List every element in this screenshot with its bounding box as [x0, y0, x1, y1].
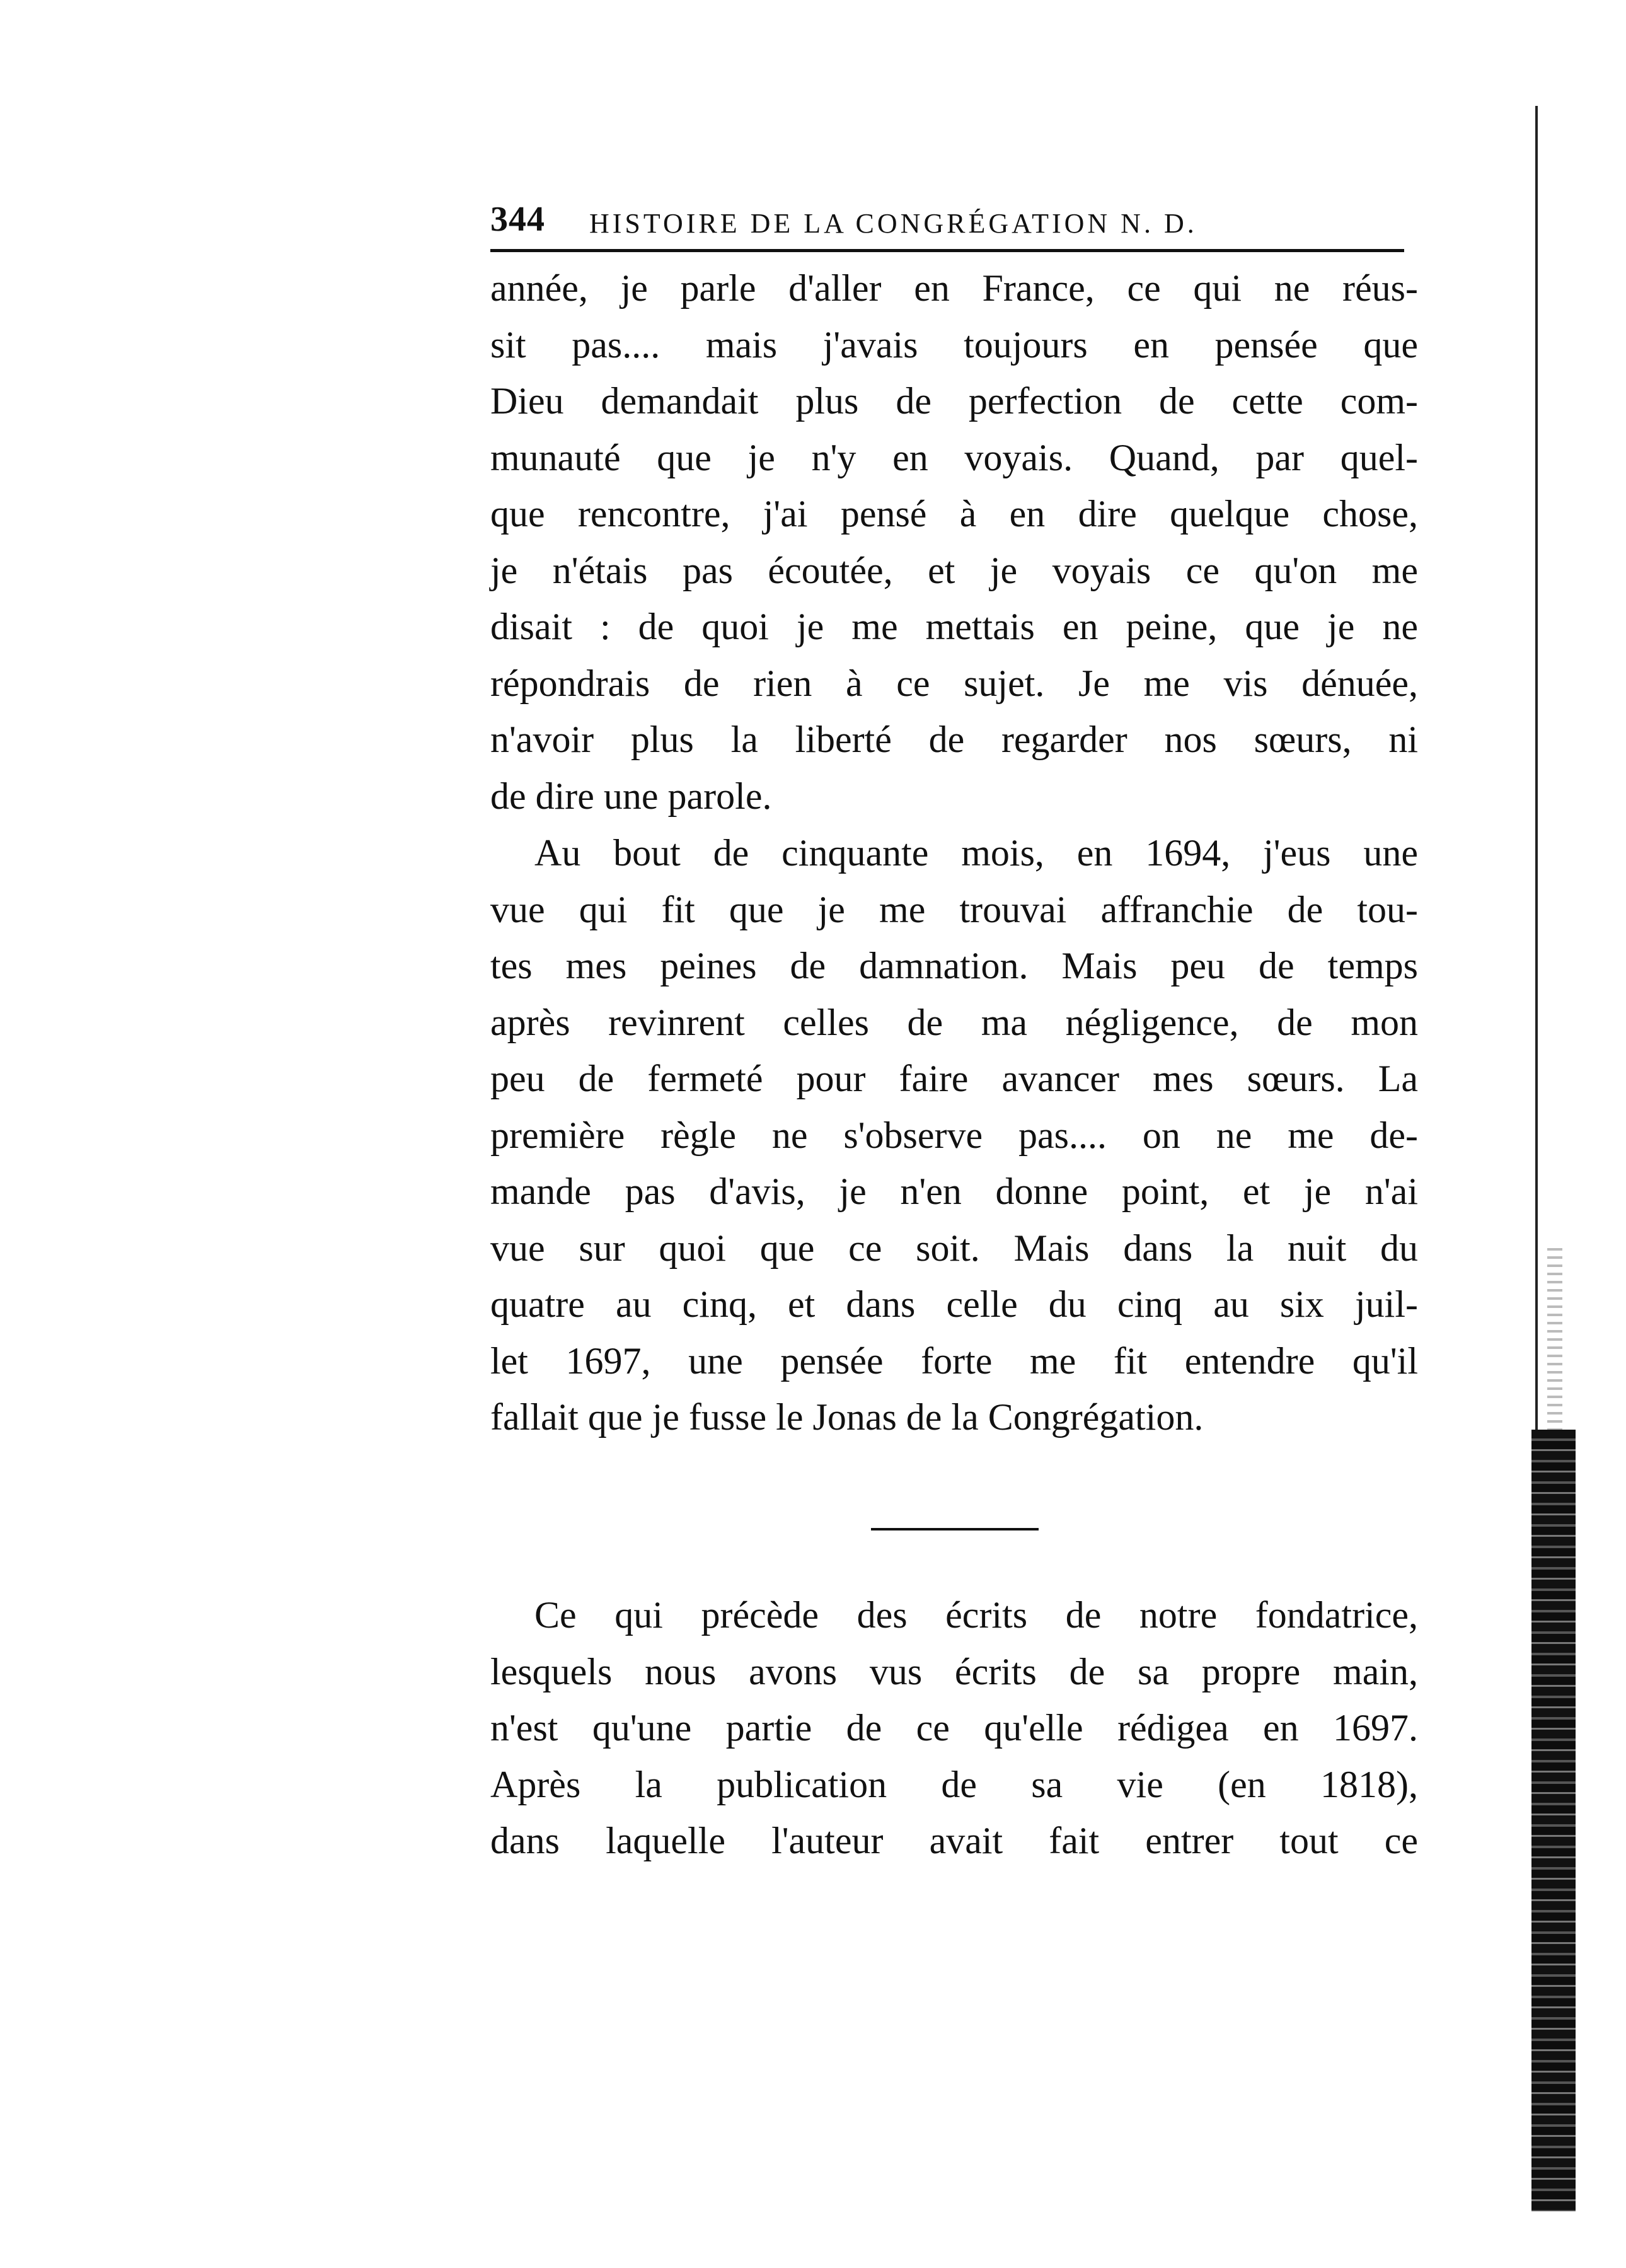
page-edge-shadow — [1531, 1430, 1576, 2211]
text-line: après revinrent celles de ma négligence, de mon — [490, 1001, 1418, 1043]
text-line: fallait que je fusse le Jonas de la Congrégation. — [490, 1396, 1204, 1438]
text-line: n'avoir plus la liberté de regarder nos sœurs, ni — [490, 719, 1418, 760]
page-edge-specks — [1547, 1248, 1562, 1431]
text-line: Au bout de cinquante mois, en 1694, j'eus une — [534, 832, 1418, 874]
text-line: vue sur quoi que ce soit. Mais dans la nuit du — [490, 1227, 1418, 1269]
text-line: dans laquelle l'auteur avait fait entrer tout ce — [490, 1820, 1418, 1861]
text-line: n'est qu'une partie de ce qu'elle rédigea en 1697. — [490, 1707, 1418, 1749]
page-number: 344 — [490, 200, 545, 239]
paragraph-3 — [490, 1587, 1418, 1870]
text-line: de dire une parole. — [490, 775, 772, 817]
text-line: première règle ne s'observe pas.... on ne me de- — [490, 1114, 1418, 1156]
paragraph-1 — [490, 260, 1418, 824]
running-title: HISTOIRE DE LA CONGRÉGATION N. D. — [589, 208, 1197, 239]
text-line: que rencontre, j'ai pensé à en dire quelque chose, — [490, 493, 1418, 535]
text-line: Après la publication de sa vie (en 1818), — [490, 1763, 1418, 1805]
header-rule — [490, 249, 1404, 252]
section-separator — [871, 1528, 1039, 1530]
paragraph-2 — [490, 825, 1418, 1446]
text-line: répondrais de rien à ce sujet. Je me vis dénuée, — [490, 662, 1418, 704]
text-line: disait : de quoi je me mettais en peine, que je ne — [490, 606, 1418, 647]
text-line: quatre au cinq, et dans celle du cinq au six juil- — [490, 1283, 1418, 1325]
text-line: Dieu demandait plus de perfection de cette com- — [490, 380, 1418, 422]
text-line: je n'étais pas écoutée, et je voyais ce qu'on me — [490, 549, 1418, 591]
text-line: munauté que je n'y en voyais. Quand, par quel- — [490, 436, 1418, 478]
text-line: peu de fermeté pour faire avancer mes sœurs. La — [490, 1058, 1418, 1099]
text-line: vue qui fit que je me trouvai affranchie de tou- — [490, 888, 1418, 930]
text-line: tes mes peines de damnation. Mais peu de temps — [490, 945, 1418, 986]
text-line: année, je parle d'aller en France, ce qui ne réus- — [490, 267, 1418, 309]
text-line: mande pas d'avis, je n'en donne point, et je n'ai — [490, 1171, 1418, 1212]
text-line: lesquels nous avons vus écrits de sa propre main, — [490, 1650, 1418, 1692]
page-edge-line — [1535, 106, 1538, 1430]
running-head — [490, 183, 1385, 240]
text-line: let 1697, une pensée forte me fit entendre qu'il — [490, 1339, 1418, 1382]
text-line: Ce qui précède des écrits de notre fondatrice, — [534, 1594, 1418, 1636]
text-line: sit pas.... mais j'avais toujours en pensée que — [490, 323, 1418, 366]
